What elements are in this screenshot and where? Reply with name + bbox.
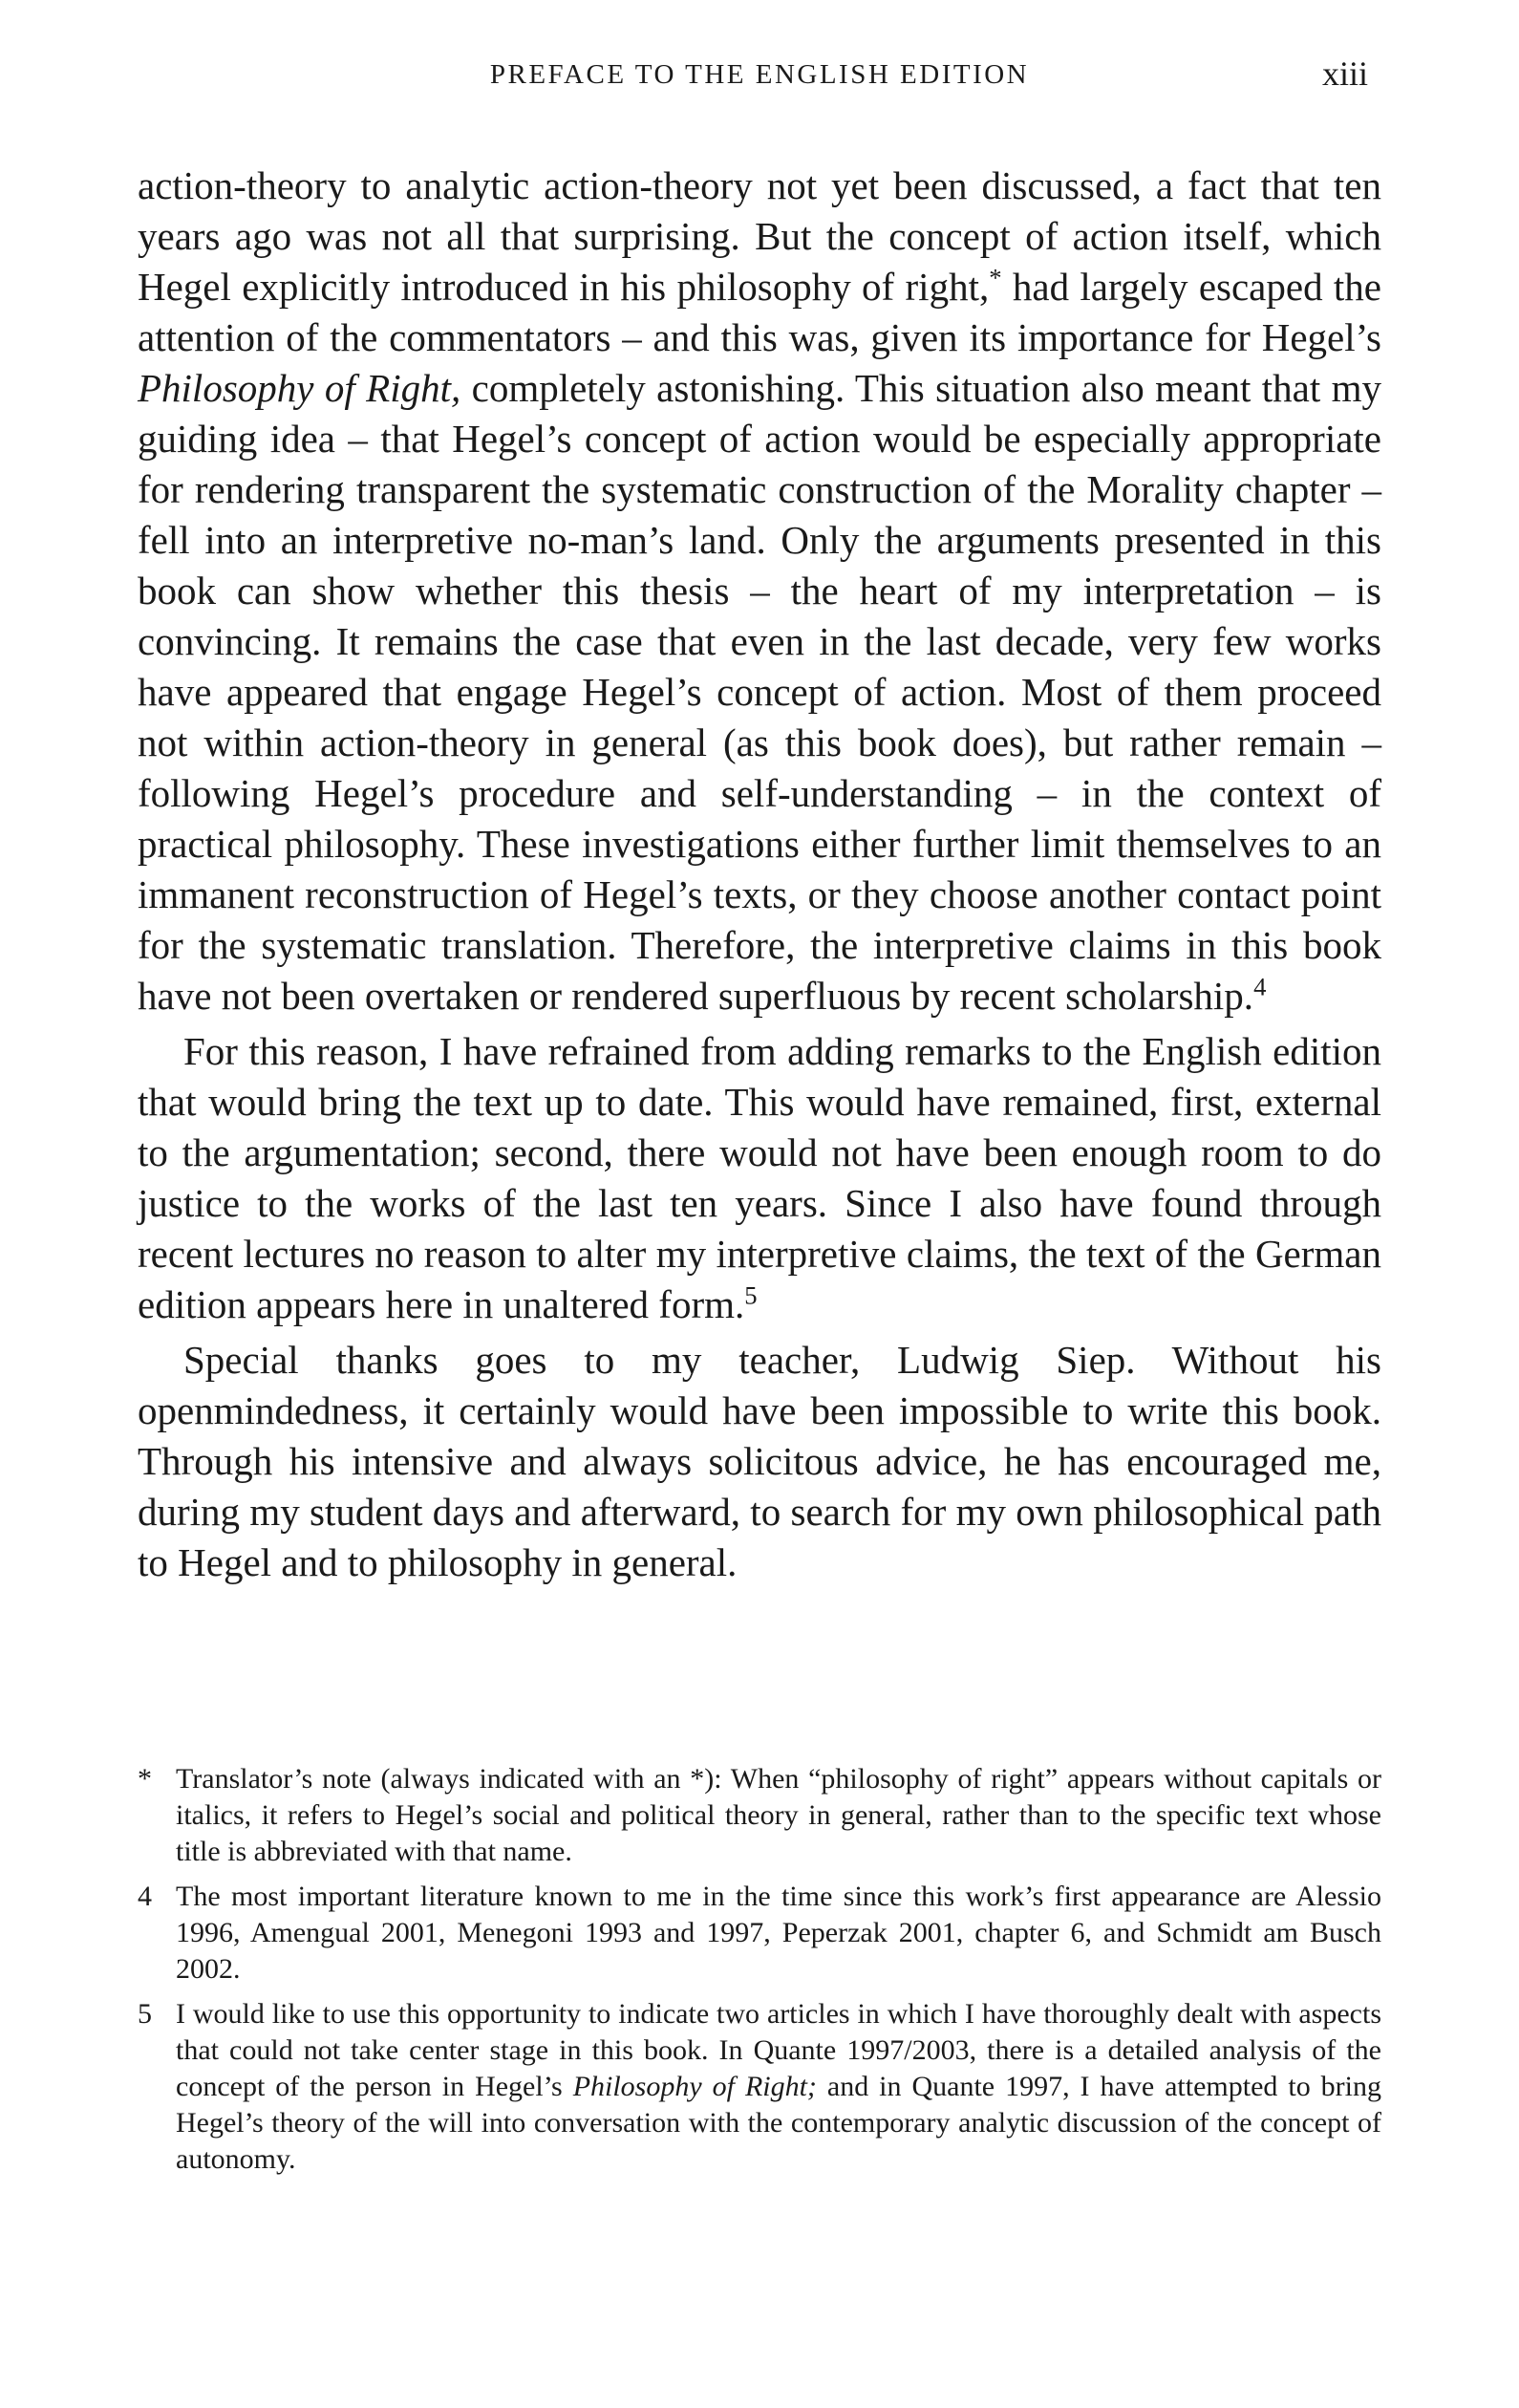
footnote-translator — [138, 1761, 1381, 1870]
footnote-text — [176, 1996, 1381, 2178]
footnote-ref-4: 4 — [1253, 972, 1267, 1001]
footnote-mark: 4 — [138, 1881, 152, 1912]
paragraph-1 — [138, 161, 1381, 1021]
paragraph-2 — [138, 1026, 1381, 1330]
footnotes — [138, 1761, 1381, 2186]
body-text — [138, 161, 1381, 1588]
paragraph-1-text-c: completely astonishing. This situation also meant that my guiding idea – that Hegel’s concept of action would be especially appropriate for rendering transparent the systematic construction of the Morality chapter – fell into an interpretive no-man’s land. Only the arguments presented in this book can show whether this thesis – the heart of my interpretation – is convincing. It remains the case that even in the last decade, very few works have appeared that engage Hegel’s concept of action. Most of them proceed not within action-theory in general (as this book does), but rather remain – following Hegel’s procedure and self-understanding – in the context of practical philosophy. These investigations either further limit themselves to an immanent reconstruction of Hegel’s texts, or they choose another contact point for the systematic translation. Therefore, the interpretive claims in this book have not been overtaken or rendered superfluous by recent scholarship. — [138, 366, 1381, 1018]
footnote-4 — [138, 1879, 1381, 1988]
paragraph-2-text: For this reason, I have refrained from adding remarks to the English edition that would bring the text up to date. This would have remained, first, external to the argumentation; second, there would not have been enough room to do justice to the works of the last ten years. Since I also have found through recent lectures no reason to alter my interpretive claims, the text of the German edition appears here in unaltered form. — [138, 1029, 1381, 1326]
paragraph-1-text-a: action-theory to analytic action-theory not yet been discussed, a fact that ten years ago was not all that surprising. But the concept of action itself, which Hegel explicitly introduced in his philosophy of right, — [138, 163, 1381, 309]
translator-note-marker: * — [989, 263, 1002, 292]
paragraph-1-text-b: had largely escaped the attention of the commentators – and this was, given its importance for Hegel’s — [138, 265, 1381, 359]
page-number: xiii — [1321, 54, 1368, 93]
footnote-5 — [138, 1996, 1381, 2178]
running-title: PREFACE TO THE ENGLISH EDITION — [489, 59, 1030, 90]
footnote-text: Translator’s note (always indicated with an *): When “philosophy of right” appears without capitals or italics, it refers to Hegel’s social and political theory in general, rather than to the specific text whose title is abbreviated with that name. — [176, 1763, 1381, 1867]
footnote-5-text-a: I would like to use this opportunity to indicate two articles in which I have thoroughly dealt with aspects that could not take center stage in this book. In Quante 1997/2003, there is a detailed analysis of the concept of the person in Hegel’s — [176, 1998, 1381, 2102]
footnote-5-text-b: and in Quante 1997, I have attempted to bring Hegel’s theory of the will into conversation with the contemporary analytic discussion of the concept of autonomy. — [176, 2071, 1381, 2175]
paragraph-3-text: Special thanks goes to my teacher, Ludwig Siep. Without his openmindedness, it certainly would have been impossible to write this book. Through his intensive and always solicitous advice, he has encouraged me, during my student days and afterward, to search for my own philosophical path to Hegel and to philosophy in general. — [138, 1338, 1381, 1584]
footnote-mark: * — [138, 1763, 152, 1795]
footnote-text: The most important literature known to me in the time since this work’s first appearance are Alessio 1996, Amengual 2001, Menegoni 1993 and 1997, Peperzak 2001, chapter 6, and Schmidt am Busch 2002. — [176, 1881, 1381, 1985]
book-title-italic: Philosophy of Right, — [138, 366, 461, 410]
footnote-5-book-title-italic: Philosophy of Right; — [572, 2071, 817, 2102]
paragraph-3 — [138, 1335, 1381, 1588]
footnote-ref-5: 5 — [744, 1280, 758, 1310]
footnote-mark: 5 — [138, 1998, 152, 2030]
